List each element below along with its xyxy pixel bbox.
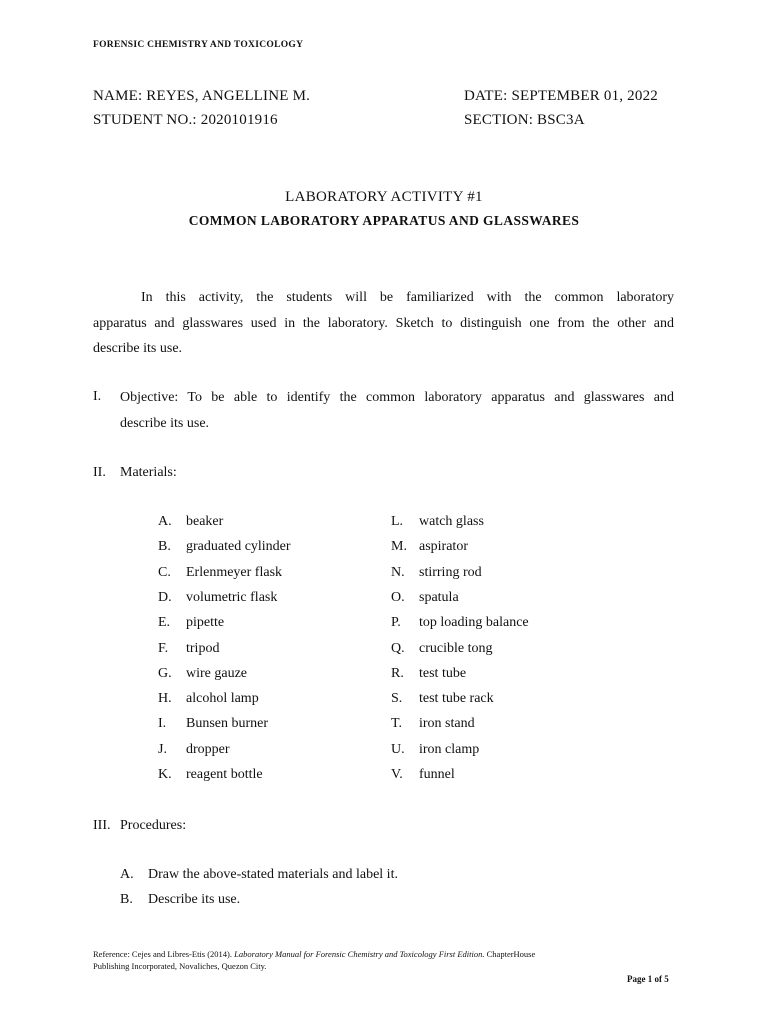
material-name: test tube rack	[419, 691, 494, 707]
procedure-step-letter: B.	[120, 892, 133, 907]
procedure-step	[120, 867, 398, 883]
material-name: crucible tong	[419, 640, 493, 656]
student-number: STUDENT NO.: 2020101916	[93, 112, 278, 128]
material-name: dropper	[186, 741, 230, 757]
materials-heading: Materials:	[120, 465, 177, 480]
objective-line: Objective: To be able to identify the common laboratory apparatus and glasswares and	[120, 390, 674, 405]
material-letter: U.	[391, 741, 405, 757]
reference-title: Laboratory Manual for Forensic Chemistry and Toxicology First Edition.	[234, 949, 485, 959]
material-item	[391, 590, 459, 606]
material-letter: K.	[158, 767, 172, 782]
material-name: iron clamp	[419, 741, 480, 757]
material-item	[391, 514, 484, 530]
material-item	[158, 716, 268, 732]
material-letter: D.	[158, 589, 172, 605]
intro-paragraph	[93, 285, 674, 362]
material-item	[158, 590, 277, 606]
material-name: beaker	[186, 514, 224, 529]
material-item	[391, 691, 494, 707]
material-letter: N.	[391, 564, 405, 580]
student-name: NAME: REYES, ANGELLINE M.	[93, 88, 311, 104]
material-letter: G.	[158, 665, 172, 681]
procedure-step-text: Describe its use.	[148, 892, 241, 907]
material-letter: C.	[158, 564, 171, 580]
material-item	[158, 565, 282, 581]
reference-line-1	[93, 948, 535, 960]
material-item	[391, 539, 468, 555]
material-item	[158, 514, 223, 530]
procedure-step	[120, 892, 240, 908]
material-name: Bunsen burner	[186, 716, 269, 732]
objective-line: describe its use.	[120, 415, 210, 431]
activity-subtitle: COMMON LABORATORY APPARATUS AND GLASSWARES	[188, 213, 580, 228]
material-letter: A.	[158, 514, 172, 529]
material-name: test tube	[419, 665, 467, 681]
activity-title: LABORATORY ACTIVITY #1	[285, 189, 483, 205]
material-item	[391, 716, 475, 732]
page-number: Page 1 of 5	[627, 974, 669, 984]
objective-numeral: I.	[93, 389, 102, 404]
material-letter: V.	[391, 767, 403, 782]
reference-prefix: Reference: Cejes and Libres-Etis (2014).	[93, 949, 235, 959]
submission-date: DATE: SEPTEMBER 01, 2022	[464, 88, 658, 104]
material-item	[391, 767, 455, 783]
material-item	[391, 742, 479, 758]
material-name: graduated cylinder	[186, 539, 291, 555]
material-item	[391, 565, 482, 581]
material-item	[158, 539, 291, 555]
material-name: alcohol lamp	[186, 691, 259, 707]
document-header: FORENSIC CHEMISTRY AND TOXICOLOGY	[93, 40, 304, 50]
material-name: tripod	[186, 640, 220, 656]
reference-line-2: Publishing Incorporated, Novaliches, Quezon City.	[93, 961, 267, 971]
reference-suffix: ChapterHouse	[484, 949, 536, 959]
material-item	[158, 641, 219, 657]
material-item	[158, 742, 230, 758]
material-letter: P.	[391, 615, 401, 631]
material-item	[158, 615, 224, 631]
material-letter: M.	[391, 539, 407, 555]
material-name: aspirator	[419, 539, 468, 555]
procedures-numeral: III.	[93, 818, 111, 833]
material-item	[391, 641, 492, 657]
intro-line: describe its use.	[93, 341, 183, 356]
material-letter: O.	[391, 589, 405, 605]
material-name: spatula	[419, 589, 459, 605]
material-name: top loading balance	[419, 615, 529, 631]
intro-line: apparatus and glasswares used in the laboratory. Sketch to distinguish one from the other and	[93, 315, 674, 331]
material-name: pipette	[186, 615, 225, 631]
material-letter: E.	[158, 615, 171, 631]
materials-numeral: II.	[93, 465, 106, 480]
material-name: Erlenmeyer flask	[186, 564, 283, 580]
material-item	[158, 691, 259, 707]
procedures-heading: Procedures:	[120, 818, 187, 833]
material-letter: B.	[158, 539, 171, 555]
material-letter: S.	[391, 691, 403, 707]
material-name: funnel	[419, 767, 455, 782]
procedure-step-text: Draw the above-stated materials and label it.	[148, 867, 398, 882]
intro-line: In this activity, the students will be familiarized with the common laboratory	[141, 290, 674, 305]
material-letter: F.	[158, 640, 169, 656]
material-name: reagent bottle	[186, 767, 263, 782]
material-name: stirring rod	[419, 564, 482, 580]
material-item	[391, 615, 529, 631]
objective-paragraph	[120, 385, 674, 436]
material-letter: T.	[391, 716, 403, 732]
material-item	[158, 767, 263, 783]
material-letter: J.	[158, 741, 167, 757]
material-letter: R.	[391, 665, 404, 681]
material-name: volumetric flask	[186, 589, 278, 605]
material-letter: H.	[158, 691, 172, 707]
material-letter: L.	[391, 514, 404, 529]
material-item	[391, 666, 466, 682]
material-letter: Q.	[391, 640, 405, 656]
material-letter: I.	[158, 716, 167, 732]
material-name: iron stand	[419, 716, 475, 732]
procedure-step-letter: A.	[120, 867, 134, 882]
material-item	[158, 666, 247, 682]
material-name: watch glass	[419, 514, 484, 529]
section: SECTION: BSC3A	[464, 112, 585, 128]
material-name: wire gauze	[186, 665, 248, 681]
